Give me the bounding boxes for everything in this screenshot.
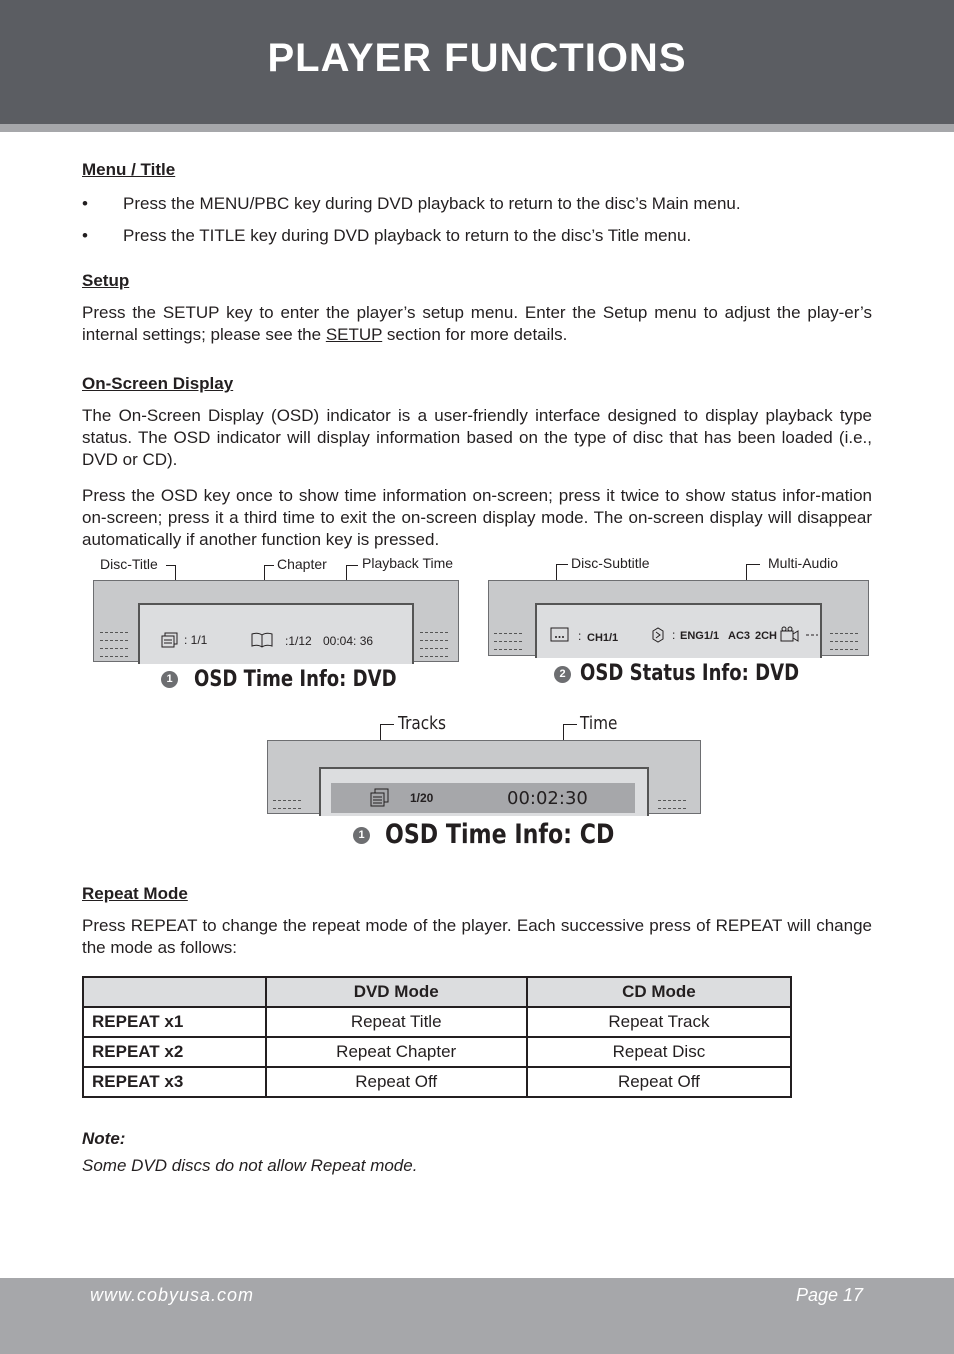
table-header-row bbox=[83, 977, 791, 1007]
leader-line bbox=[746, 564, 760, 565]
osd-paragraph-1: The On-Screen Display (OSD) indicator is a user-friendly interface designed to display playback type status. The OSD indicator will display information based on the type of disc that has been loaded (i.e., DVD or CD). bbox=[82, 406, 872, 469]
title-stack-icon bbox=[161, 632, 179, 648]
colon: : bbox=[672, 628, 676, 642]
subtitle-icon bbox=[550, 627, 570, 643]
setup-text-before: Press the SETUP key to enter the player’s setup menu. Enter the Setup menu to adjust the play-er’s internal settings; please see the bbox=[82, 303, 872, 344]
osd-time-dvd-caption: OSD Time Info: DVD bbox=[194, 667, 397, 692]
chapter-label: Chapter bbox=[277, 556, 327, 572]
dash bbox=[420, 648, 448, 650]
dash bbox=[100, 656, 128, 658]
note-heading: Note: bbox=[82, 1129, 126, 1148]
osd-heading: On-Screen Display bbox=[82, 374, 234, 393]
table-row bbox=[83, 1007, 791, 1037]
page-title: PLAYER FUNCTIONS bbox=[267, 36, 687, 80]
bullet-marker: • bbox=[82, 226, 88, 245]
dash bbox=[273, 800, 301, 802]
osd-status-dvd-caption: OSD Status Info: DVD bbox=[580, 661, 800, 686]
table-header: CD Mode bbox=[527, 977, 791, 1007]
menu-title-heading: Menu / Title bbox=[82, 160, 176, 179]
leader-line bbox=[563, 724, 577, 725]
table-header bbox=[83, 977, 266, 1007]
camera-angle-icon bbox=[780, 626, 820, 644]
table-cell: REPEAT x3 bbox=[83, 1067, 266, 1097]
dash bbox=[100, 648, 128, 650]
playback-time-label: Playback Time bbox=[362, 555, 454, 571]
dash bbox=[494, 633, 522, 635]
dash bbox=[658, 800, 686, 802]
audio-icon bbox=[650, 627, 666, 643]
chapter-value: :1/12 bbox=[285, 634, 312, 648]
audio-format-value: AC3 bbox=[728, 630, 751, 642]
dash bbox=[420, 632, 448, 634]
page-number: Page 17 bbox=[796, 1285, 864, 1305]
dash bbox=[658, 808, 686, 810]
track-stack-icon bbox=[370, 788, 390, 807]
title-value: : 1/1 bbox=[184, 633, 208, 647]
colon: : bbox=[578, 629, 582, 643]
osd-paragraph-2: Press the OSD key once to show time information on-screen; press it twice to show status infor-mation on-screen; press it a third time to exit the on-screen display mode. The on-screen display will disappear automatically if another function key is pressed. bbox=[82, 486, 872, 549]
dash bbox=[420, 656, 448, 658]
table-cell: Repeat Track bbox=[527, 1007, 791, 1037]
leader-line bbox=[556, 564, 568, 565]
leader-line bbox=[380, 724, 394, 725]
menu-bullet-2: Press the TITLE key during DVD playback to return to the disc’s Title menu. bbox=[123, 226, 692, 245]
setup-link[interactable]: SETUP bbox=[325, 325, 383, 344]
setup-paragraph bbox=[82, 302, 872, 346]
setup-heading: Setup bbox=[82, 271, 130, 290]
dash bbox=[273, 808, 301, 810]
dash bbox=[494, 649, 522, 651]
leader-line bbox=[264, 565, 274, 566]
dash bbox=[494, 641, 522, 643]
chapter-book-icon bbox=[251, 632, 273, 648]
multi-audio-label: Multi-Audio bbox=[768, 555, 839, 571]
table-row bbox=[83, 1067, 791, 1097]
dash bbox=[830, 641, 858, 643]
disc-subtitle-label: Disc-Subtitle bbox=[571, 555, 650, 571]
table-cell: Repeat Off bbox=[266, 1067, 527, 1097]
disc-title-label: Disc-Title bbox=[100, 556, 158, 572]
osd-time-cd-caption: OSD Time Info: CD bbox=[385, 819, 615, 850]
table-row bbox=[83, 1037, 791, 1067]
dash bbox=[420, 640, 448, 642]
table-cell: Repeat Disc bbox=[527, 1037, 791, 1067]
menu-bullet-1: Press the MENU/PBC key during DVD playback to return to the disc’s Main menu. bbox=[123, 194, 741, 213]
leader-line bbox=[346, 565, 358, 566]
table-cell: Repeat Off bbox=[527, 1067, 791, 1097]
repeat-paragraph: Press REPEAT to change the repeat mode of the player. Each successive press of REPEAT will change the mode as follows: bbox=[82, 916, 872, 957]
repeat-heading: Repeat Mode bbox=[82, 884, 188, 903]
caption-number: 1 bbox=[353, 827, 370, 844]
cd-time-value: 00:02:30 bbox=[507, 788, 588, 809]
dash bbox=[830, 649, 858, 651]
dash bbox=[100, 640, 128, 642]
header-stripe bbox=[0, 124, 954, 132]
audio-value: ENG1/1 bbox=[680, 630, 720, 642]
audio-channels-value: 2CH bbox=[755, 630, 778, 642]
footer-url-link[interactable]: www.cobyusa.com bbox=[90, 1285, 255, 1305]
table-cell: Repeat Title bbox=[266, 1007, 527, 1037]
dash bbox=[830, 633, 858, 635]
table-cell: REPEAT x1 bbox=[83, 1007, 266, 1037]
repeat-mode-table bbox=[82, 976, 792, 1098]
dash bbox=[100, 632, 128, 634]
tracks-label: Tracks bbox=[398, 713, 447, 734]
bullet-marker: • bbox=[82, 194, 88, 213]
caption-number: 2 bbox=[554, 666, 571, 683]
subtitle-value: CH1/1 bbox=[587, 632, 619, 644]
time-label: Time bbox=[580, 713, 618, 734]
setup-text-after: section for more details. bbox=[382, 325, 568, 344]
caption-number: 1 bbox=[161, 671, 178, 688]
note-text: Some DVD discs do not allow Repeat mode. bbox=[82, 1156, 418, 1175]
track-value: 1/20 bbox=[410, 791, 434, 805]
table-cell: REPEAT x2 bbox=[83, 1037, 266, 1067]
table-cell: Repeat Chapter bbox=[266, 1037, 527, 1067]
table-header: DVD Mode bbox=[266, 977, 527, 1007]
time-value: 00:04: 36 bbox=[323, 634, 374, 648]
